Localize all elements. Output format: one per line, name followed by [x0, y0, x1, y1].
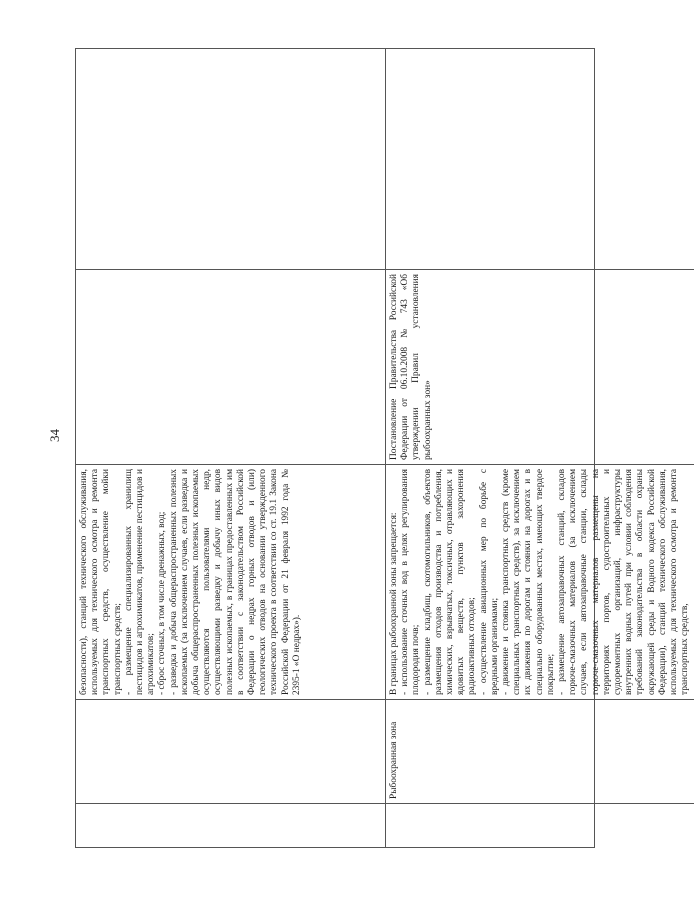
restriction-line: - использование сточных вод в целях регулирования плодородия почв;: [400, 469, 422, 695]
continuation-line: - размещение специализированных хранилищ пестицидов и агрохимикатов, применение пестицидов и агрохимикатов;: [123, 469, 157, 695]
restriction-line: - размещение кладбищ, скотомогильников, объектов размещения отходов производства и потребления, химических, взрывчатых, токсичных, отравляющих и ядовитых веществ, пунктов захоронения радиоактивных отходов;: [422, 469, 478, 695]
row2-extra-cell: [386, 49, 694, 269]
row1-number-cell: [76, 803, 386, 847]
restrictions-table: [75, 48, 691, 848]
row1-zone-cell: [76, 699, 386, 803]
page-number: 34: [47, 429, 62, 442]
row2-restrictions-cell: [386, 464, 694, 699]
zone-name: Рыбоохранная зона: [389, 721, 399, 799]
row1-extra-cell: [76, 49, 386, 269]
continuation-line: безопасности), станций технического обслуживания, используемых для технического осмотра и ремонта транспортных средств, осуществление мойки транспортных средств;: [79, 469, 123, 695]
restriction-line: - осуществление авиационных мер по борьбе с вредными организмами;: [478, 469, 500, 695]
restriction-line: - размещение автозаправочных станций, складов горюче-смазочных материалов (за исключением случаев, если автозаправочные станции, склады горюче-смазочных материалов размещены на территориях портов, судостроительных и судоремонтных организаций, инфраструктуры внутренних водных путей при условии соблюдения требований законодательства в области охраны окружающей среды и Водного кодекса Российской Федерации), станций технического обслуживания, используемых для технического осмотра и ремонта транспортных средств,: [557, 469, 691, 695]
continuation-line: - сброс сточных, в том числе дренажных, вод;: [157, 511, 168, 695]
zone-name-cell: [386, 699, 694, 803]
legal-basis-text: Постановление Правительства Российской Федерации от 06.10.2008 № 743 «Об утверждении Правил установления рыбоохранных зон»: [389, 274, 433, 460]
row2-number-cell: [386, 803, 694, 847]
legal-basis-cell: [386, 269, 694, 464]
restriction-line: В границах рыбоохранной зоны запрещается:: [389, 512, 399, 695]
row1-legal-cell: [76, 269, 386, 464]
row1-restrictions-cell: [76, 464, 386, 699]
restriction-line: - движение и стоянка транспортных средств (кроме специальных транспортных средств), за исключением их движения по дорогам и стоянки на дорогах и в специально оборудованных местах, имеющих твердое покрытие;: [501, 469, 556, 695]
continuation-line: - разведка и добыча общераспространенных полезных ископаемых (за исключением случаев, если разведка и добыча общераспространенных полезных ископаемых осуществляются пользователями недр, осуществляющими разведку и добычу иных видов полезных ископаемых, в границах предоставленных им в соответствии с законодательством Российской Федерации о недрах горных отводов и (или) геологических отводов на основании утвержденного технического проекта в соответствии со ст. 19.1 Закона Российской Федерации от 21 февраля 1992 года № 2395-1 «О недрах»).: [168, 469, 302, 695]
